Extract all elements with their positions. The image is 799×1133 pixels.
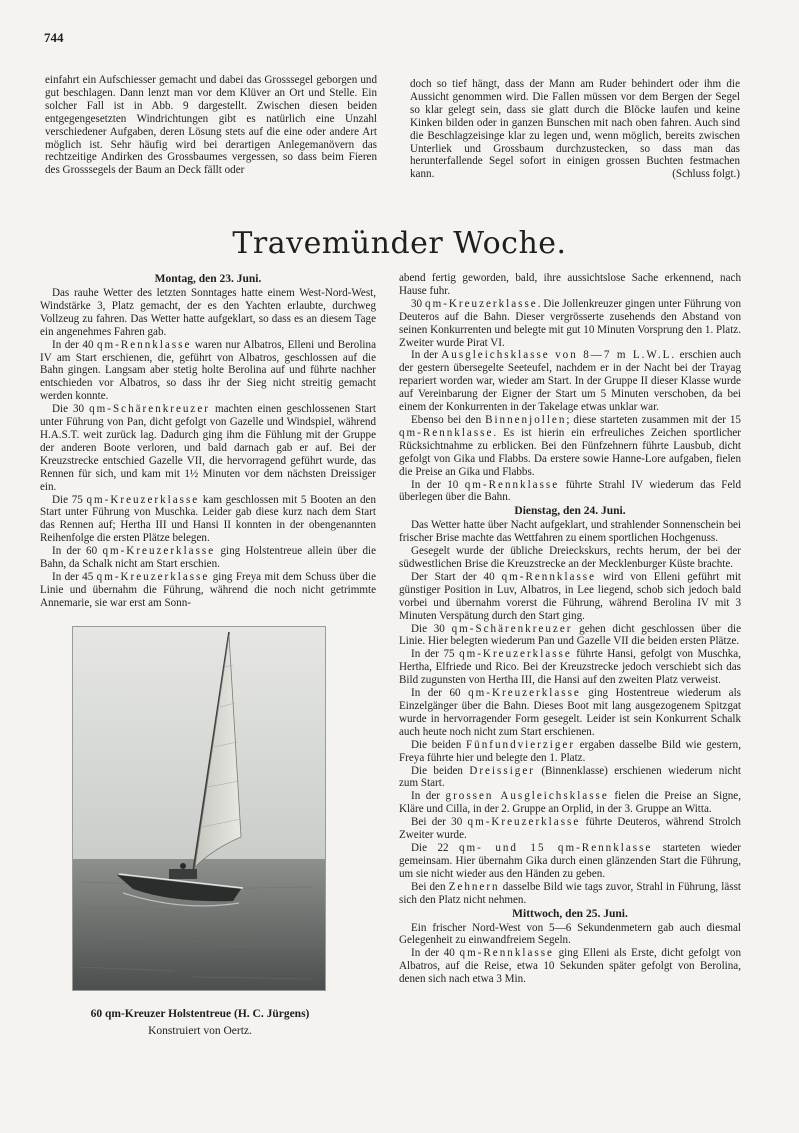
paragraph [399,571,741,623]
page-number: 744 [44,30,64,45]
article-title: Travemünder Woche. [232,226,567,261]
class-name: Dreissiger [469,764,535,777]
figure-credit: Konstruiert von Oertz. [148,1025,252,1037]
paragraph: Das rauhe Wetter des letzten Sonntages hatte einem West-Nord-West, Windstärke 3, Platz gemacht, der es den Yachten erlaubte, durchweg Vollzeug zu fahren. Das Wetter hatte aufgeklart, so dass es an diesem Tage ein angenehmes Fahren gab. [40,287,376,338]
class-name: qm-Rennklasse [459,947,554,960]
text: Die 30 [411,622,452,635]
class-name: qm-Rennklasse [399,426,494,439]
class-name: qm-Kreuzerklasse [459,648,572,661]
text: gehen dicht geschlossen über die Linie. Hier belegten wiederum Pan und Gazelle VII die beiden ersten Plätze. [399,622,741,648]
class-name: qm-Rennklasse [97,338,192,351]
paragraph: Gesegelt wurde der übliche Dreieckskurs, rechts herum, der bei der südwestlichen Brise die Kreuzstrecke an der Mecklenburger Küste brachte. [399,545,741,571]
paragraph [399,881,741,907]
text: Die 30 [52,403,90,416]
text: ging Freya mit dem Schuss über die Linie und übernahm die Führung, während die noch nicht getrimmte Annemarie, sie war erst am Sonn- [40,570,376,609]
class-name: Binnenjollen [485,413,567,426]
paragraph [399,298,741,350]
class-name: qm-Rennklasse [464,478,560,491]
text: ; diese starteten zusammen mit der 15 [566,413,741,426]
class-name: qm-Kreuzerklasse [96,570,210,583]
figure-caption: 60 qm-Kreuzer Holstentreue (H. C. Jürgens) [90,1008,310,1020]
text: In der 10 [411,478,465,491]
text: In der 40 [52,338,97,351]
paragraph [399,947,741,986]
text: ergaben dasselbe Bild wie gestern, Freya führte hier und belegte den 1. Platz. [399,738,742,764]
text: In der [411,349,442,362]
text: In der 60 [52,545,103,558]
class-name: Zehnern [448,880,500,893]
paragraph [399,765,741,791]
text: starteten wieder gemeinsam. Hier übernahm Gika durch einen glänzenden Start die Führung, um sie nicht wieder aus den Händen zu geben. [399,841,741,880]
text: führte Hansi, gefolgt von Muschka, Hertha, Elfriede und Rico. Bei der Kreuzstrecke jedoch verschiebt sich das Bild zugunsten von Hertha III, die Hansi auf den zweiten Platz verweist. [399,648,741,687]
text: 30 [411,297,426,310]
continued-paragraph: einfahrt ein Aufschiesser gemacht und dabei das Grosssegel geborgen und gut beschlagen. Dann lenzt man vor dem Klüver an Ort und Stelle. Ein solcher Fall ist in Abb. 9 dargestellt. Zwischen diesen beiden entgegengesetzten Windrichtungen gibt es natürlich eine Unzahl verschiedener Aufgaben, deren Lösung stets auf die eine oder andere Art möglich ist. Sehr häufig wird bei derartigen Anlegemanövern das rechtzeitige Andirken des Grossbaumes vergessen, so dass beim Fieren des Grosssegels der Baum an Deck fällt oder [45,74,377,177]
paragraph [399,479,741,505]
text: kam geschlossen mit 5 Booten an den Start unter Führung von Muschka. Leider gab diese kurz nach dem Start das Rennen auf; Hertha III und Hansi II konnten in der obengenannten Reihenfolge die ersten Plätze belegen. [40,493,376,545]
class-name: qm-Rennklasse [501,570,597,583]
text: (Binnenklasse) erschienen wiederum nicht zum Start. [399,764,741,790]
right-column [399,272,741,986]
text: Die 22 [411,841,459,854]
class-name: Ausgleichsklasse von 8—7 m L.W.L. [441,349,677,362]
top-left-column [45,74,377,177]
closing-note: (Schluss folgt.) [672,168,740,181]
class-name: qm- und 15 qm-Rennklasse [459,841,653,854]
paragraph [40,403,376,493]
text: In der 45 [52,570,97,583]
class-name: qm-Kreuzerklasse [86,493,200,506]
paragraph [399,790,741,816]
paragraph-text: doch so tief hängt, dass der Mann am Ruder behindert oder ihm die Aussicht genommen wird. Die Fallen müssen vor dem Bergen der Segel so klar gelegt sein, dass sie glatt durch die Blöcke laufen und keine Kinken bilden oder in ganzen Bunschen mit nach oben fahren. Auch sind die Beschlagzeisinge klar zu legen und, wenn möglich, bereits zwischen Unterliek und Grossbaum durchzustecken, so dass man das herunterfallende Segel sofort in einigen grossen Buchten festmachen kann. [410,78,740,181]
text: fielen die Preise an Signe, Kläre und Cilla, in der 2. Gruppe an Orplid, in der 3. Gruppe an Witta. [399,790,741,816]
text: In der 40 [411,947,460,960]
text: ging Hostentreue wiederum als Einzelgänger über die Bahn. Dieses Boot mit lang ausgezogenem Spitzgat wurde in hervorragender Form gesegelt. Leider ist sein Konkurrent Schalk auch heute noch nicht zum Start erschienen. [399,687,741,738]
text: . Die Jollenkreuzer gingen unter Führung von Deuteros auf die Bahn. Dieser vergrösserte zusehends den Abstand von seinen Konkurrenten und belegte mit gut 10 Minuten Vorsprung den 1. Platz. Zweiter wurde Pirat VI. [399,297,741,349]
class-name: qm-Schärenkreuzer [89,403,210,416]
paragraph [40,339,376,404]
text: Die 75 [52,493,87,506]
paragraph [399,349,741,414]
text: wird von Elleni geführt mit günstiger Position in Luv, Albatros, in Lee liegend, schob sich jedoch bald vorbei und übernahm vorerst die Führung, während Berolina IV mit 3 Minuten Verspätung durch den Start ging. [399,570,742,622]
text: Ebenso bei den [411,413,486,426]
class-name: qm-Kreuzerklasse [425,297,538,310]
text: . Es ist hierin ein erfreuliches Zeichen sportlicher Rücksichtnahme zu erblicken. Bei den Fünfzehnern führte Lausbub, dicht gefolgt von Gika und Flabbs. Da erstere sowie Hanne-Lore aufgaben, fielen die Preise an Gika und Flabbs. [399,426,741,478]
day-heading-tuesday: Dienstag, den 24. Juni. [514,505,626,518]
paragraph [399,816,741,842]
text: machten einen geschlossenen Start unter Führung von Pan, dicht gefolgt von Gazelle und Windspiel, während H.A.S.T. weit zurück lag. Dadurch ging ihm die Fühlung mit der Gruppe der anderen Boote verloren, und bald darnach gab er auf. Bei der Kreuzstrecke entschied Gazelle VII, die hervorragend geführt wurde, das Rennen für sich, und kam mit 1½ Minuten vor dem nächsten Dreissiger ein. [40,403,376,493]
text: ging Elleni als Erste, dicht gefolgt von Albatros, auf die Reise, etwa 10 Sekunden später gefolgt von Berolina, denen sich nach etwa 3 Min. [399,947,741,986]
class-name: grossen Ausgleichsklasse [445,790,609,803]
continued-paragraph [410,78,740,181]
paragraph [399,687,741,739]
text: In der 75 [411,648,460,661]
text: Der Start der 40 [411,570,502,583]
sailboat-photograph [72,626,326,991]
text: In der 60 [411,687,469,700]
text: Bei den [411,880,449,893]
day-heading-monday: Montag, den 23. Juni. [154,273,262,285]
text: führte Strahl IV wiederum das Feld überlegen über die Bahn. [399,478,741,504]
paragraph [399,414,741,479]
day-heading-wednesday: Mittwoch, den 25. Juni. [512,907,628,920]
text: dasselbe Bild wie tags zuvor, Strahl in Führung, lässt sich den Platz nicht nehmen. [399,880,741,906]
text: In der [411,790,446,803]
paragraph [399,739,741,765]
text: führte Deuteros, während Strolch Zweiter wurde. [399,816,741,842]
class-name: qm-Schärenkreuzer [451,622,573,635]
paragraph: Das Wetter hatte über Nacht aufgeklart, und strahlender Sonnenschein bei frischer Brise machte das Wettfahren zu einem sportlichen Hochgenuss. [399,519,741,545]
class-name: Fünfundvierziger [466,738,576,751]
left-column [40,272,376,610]
text: Die beiden [411,738,467,751]
paragraph: abend fertig geworden, bald, ihre aussichtslose Sache erkennend, nach Hause fuhr. [399,272,741,297]
top-right-column [410,78,740,181]
class-name: qm-Kreuzerklasse [467,816,581,829]
paragraph [399,842,741,881]
sailboat-illustration [73,627,326,991]
paragraph [40,571,376,610]
class-name: qm-Kreuzerklasse [102,545,216,558]
text: Die beiden [411,764,470,777]
text: ging Holstentreue allein über die Bahn, da Schalk nicht am Start erschien. [40,545,376,571]
text: waren nur Albatros, Elleni und Berolina IV am Start erschienen, die, geführt von Albatros, geschlossen auf die Bahn gingen. Langsam aber stetig holte Berolina auf und führte nachher entschieden vor Albatros, so dass ihr der Sieg nicht streitig gemacht werden konnte. [40,338,376,403]
paragraph [399,623,741,649]
paragraph: Ein frischer Nord-West von 5—6 Sekundenmetern gab auch diesmal Gelegenheit zu einwandfreiem Segeln. [399,921,741,947]
paragraph [40,545,376,571]
text: Bei der 30 [411,816,468,829]
paragraph [40,494,376,546]
text: erschien auch der gestern übersegelte Seeteufel, nachdem er in der Nacht bei der Trayag repariert worden war, wieder am Start. In der Gruppe II dieser Klasse wurde auf Vereinbarung der Eigner der Start um 5 Minuten verschoben, da bei einem der Konkurrenten in der Takelage etwas unklar war. [399,349,741,414]
paragraph [399,648,741,687]
class-name: qm-Kreuzerklasse [468,687,581,700]
